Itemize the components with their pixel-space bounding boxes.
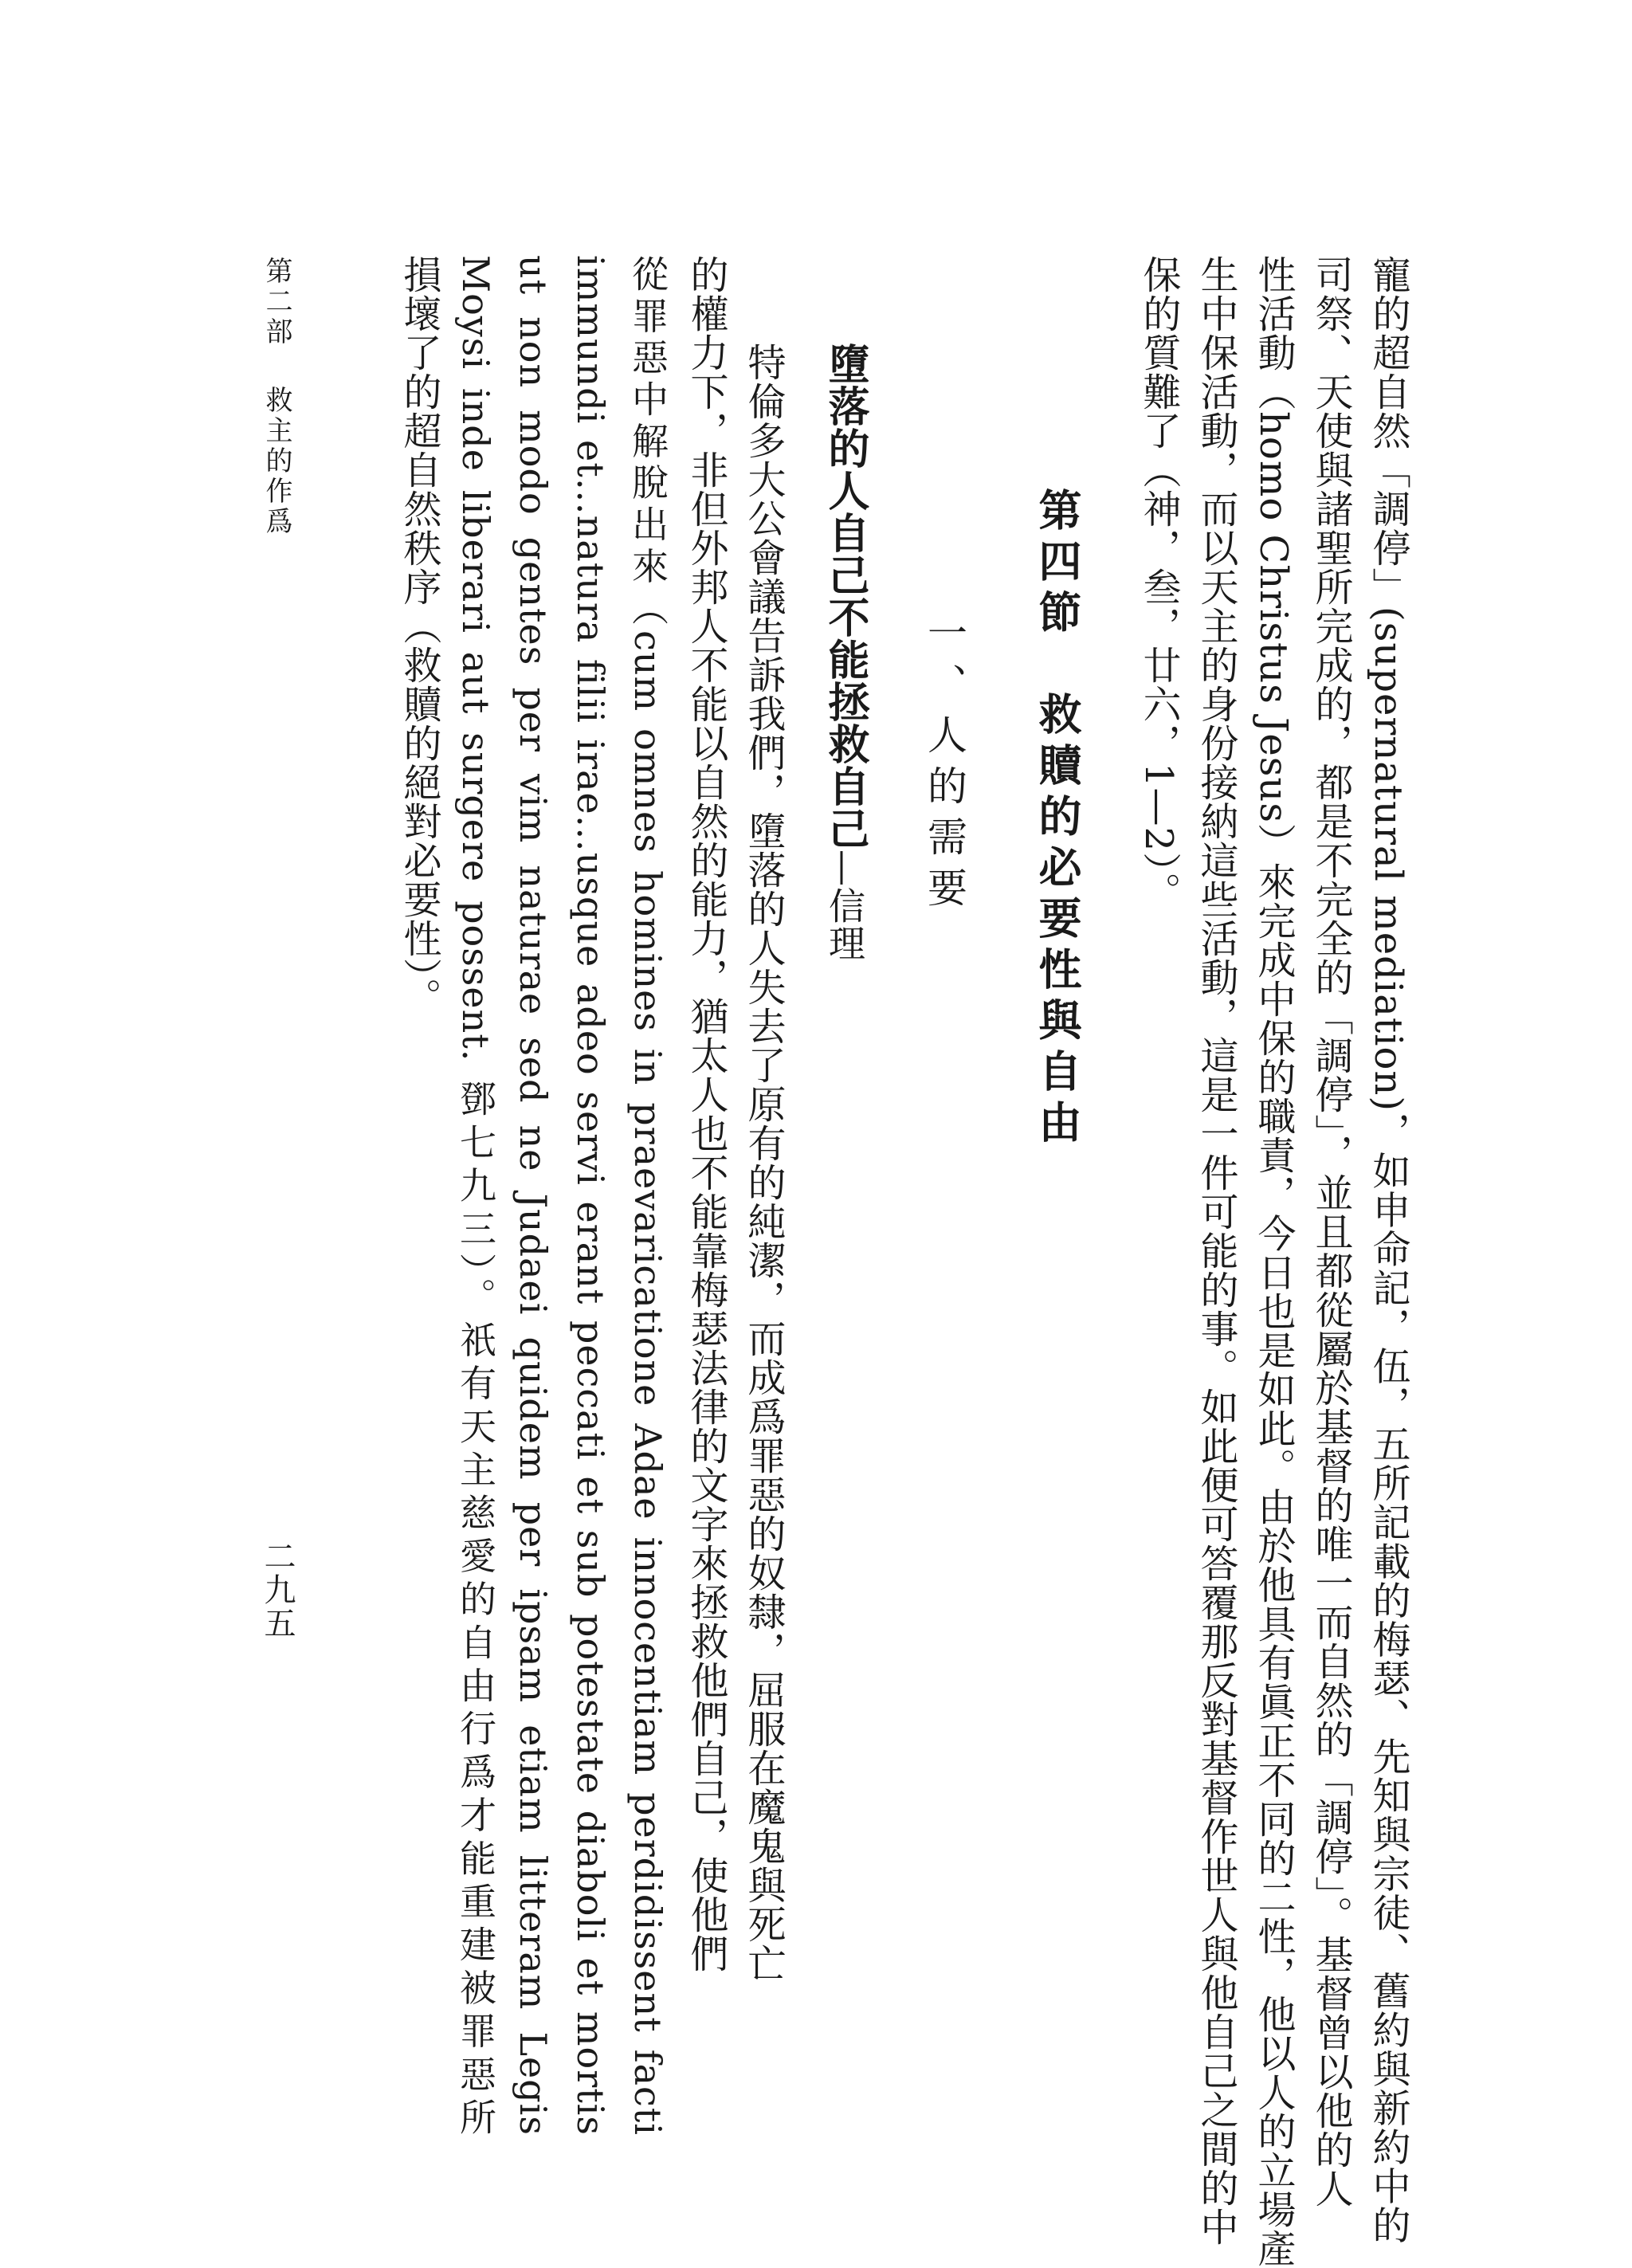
footer-chapter-label: 救主的作爲: [261, 386, 292, 537]
paragraph-2-line-5: ut non modo gentes per vim naturae sed ne Judaei quidem per ipsam etiam litteram Legis: [512, 255, 555, 2136]
paragraph-2-line-6: Moysi inde liberari aut surgere possent. 鄧七九三）。祇有天主慈愛的自由行爲才能重建被罪惡所: [454, 255, 497, 2136]
paragraph-1-line-5: 保的質難了（神，叁，廿六，1—2）。: [1136, 255, 1181, 912]
paragraph-2-line-4: immundi et…natura filii irae…usque adeo servi erant peccati et sub potestate diaboli et mortis: [569, 255, 612, 2136]
running-footer: [263, 257, 290, 537]
paragraph-1-line-2: 司祭、天使與諸聖所完成的，都是不完全的「調停」，並且都從屬於基督的唯一而自然的「調停」。基督曾以他的人: [1308, 255, 1353, 2208]
paragraph-1-line-4: 生中保活動，而以天主的身份接納這些活動，這是一件可能的事。如此便可答覆那反對基督作世人與他自己之間的中: [1194, 255, 1238, 2246]
paragraph-2-line-1: 特倫多大公會議告訴我們，墮落的人失去了原有的純潔，而成爲罪惡的奴隸，屈服在魔鬼與死亡: [741, 343, 786, 1983]
paragraph-1-line-1: 寵的超自然「調停」(supernatural mediation)，如申命記，伍，五所記載的梅瑟、先知與宗徒、舊約與新約中的: [1366, 255, 1410, 2245]
doctrine-label: —信理: [823, 850, 866, 962]
paragraph-2-line-2: 的權力下，非但外邦人不能以自然的能力，猶太人也不能靠梅瑟法律的文字來拯救他們自己，使他們: [684, 255, 728, 1973]
section-subtitle: 一、人的需要: [921, 612, 967, 918]
doctrine-heading: [821, 343, 869, 962]
section-title: 第四節 救贖的必要性與自由: [1032, 488, 1083, 1151]
page-number: 二九五: [259, 1540, 296, 1640]
paragraph-2-line-3: 從罪惡中解脫出來（cum omnes homines in praevaricatione Adae innocentiam perdidissent facti: [626, 255, 669, 2136]
doctrine-heading-text: 墮落的人自己不能拯救自己: [821, 343, 869, 850]
footer-part-label: 第二部: [261, 257, 292, 347]
paragraph-1-line-3: 性活動（homo Christus Jesus）來完成中保的職責，今日也是如此。由於他具有眞正不同的二性，他以人的立場產: [1251, 255, 1296, 2268]
paragraph-2-line-7: 損壞了的超自然秩序（救贖的絕對必要性）。: [397, 255, 441, 1017]
